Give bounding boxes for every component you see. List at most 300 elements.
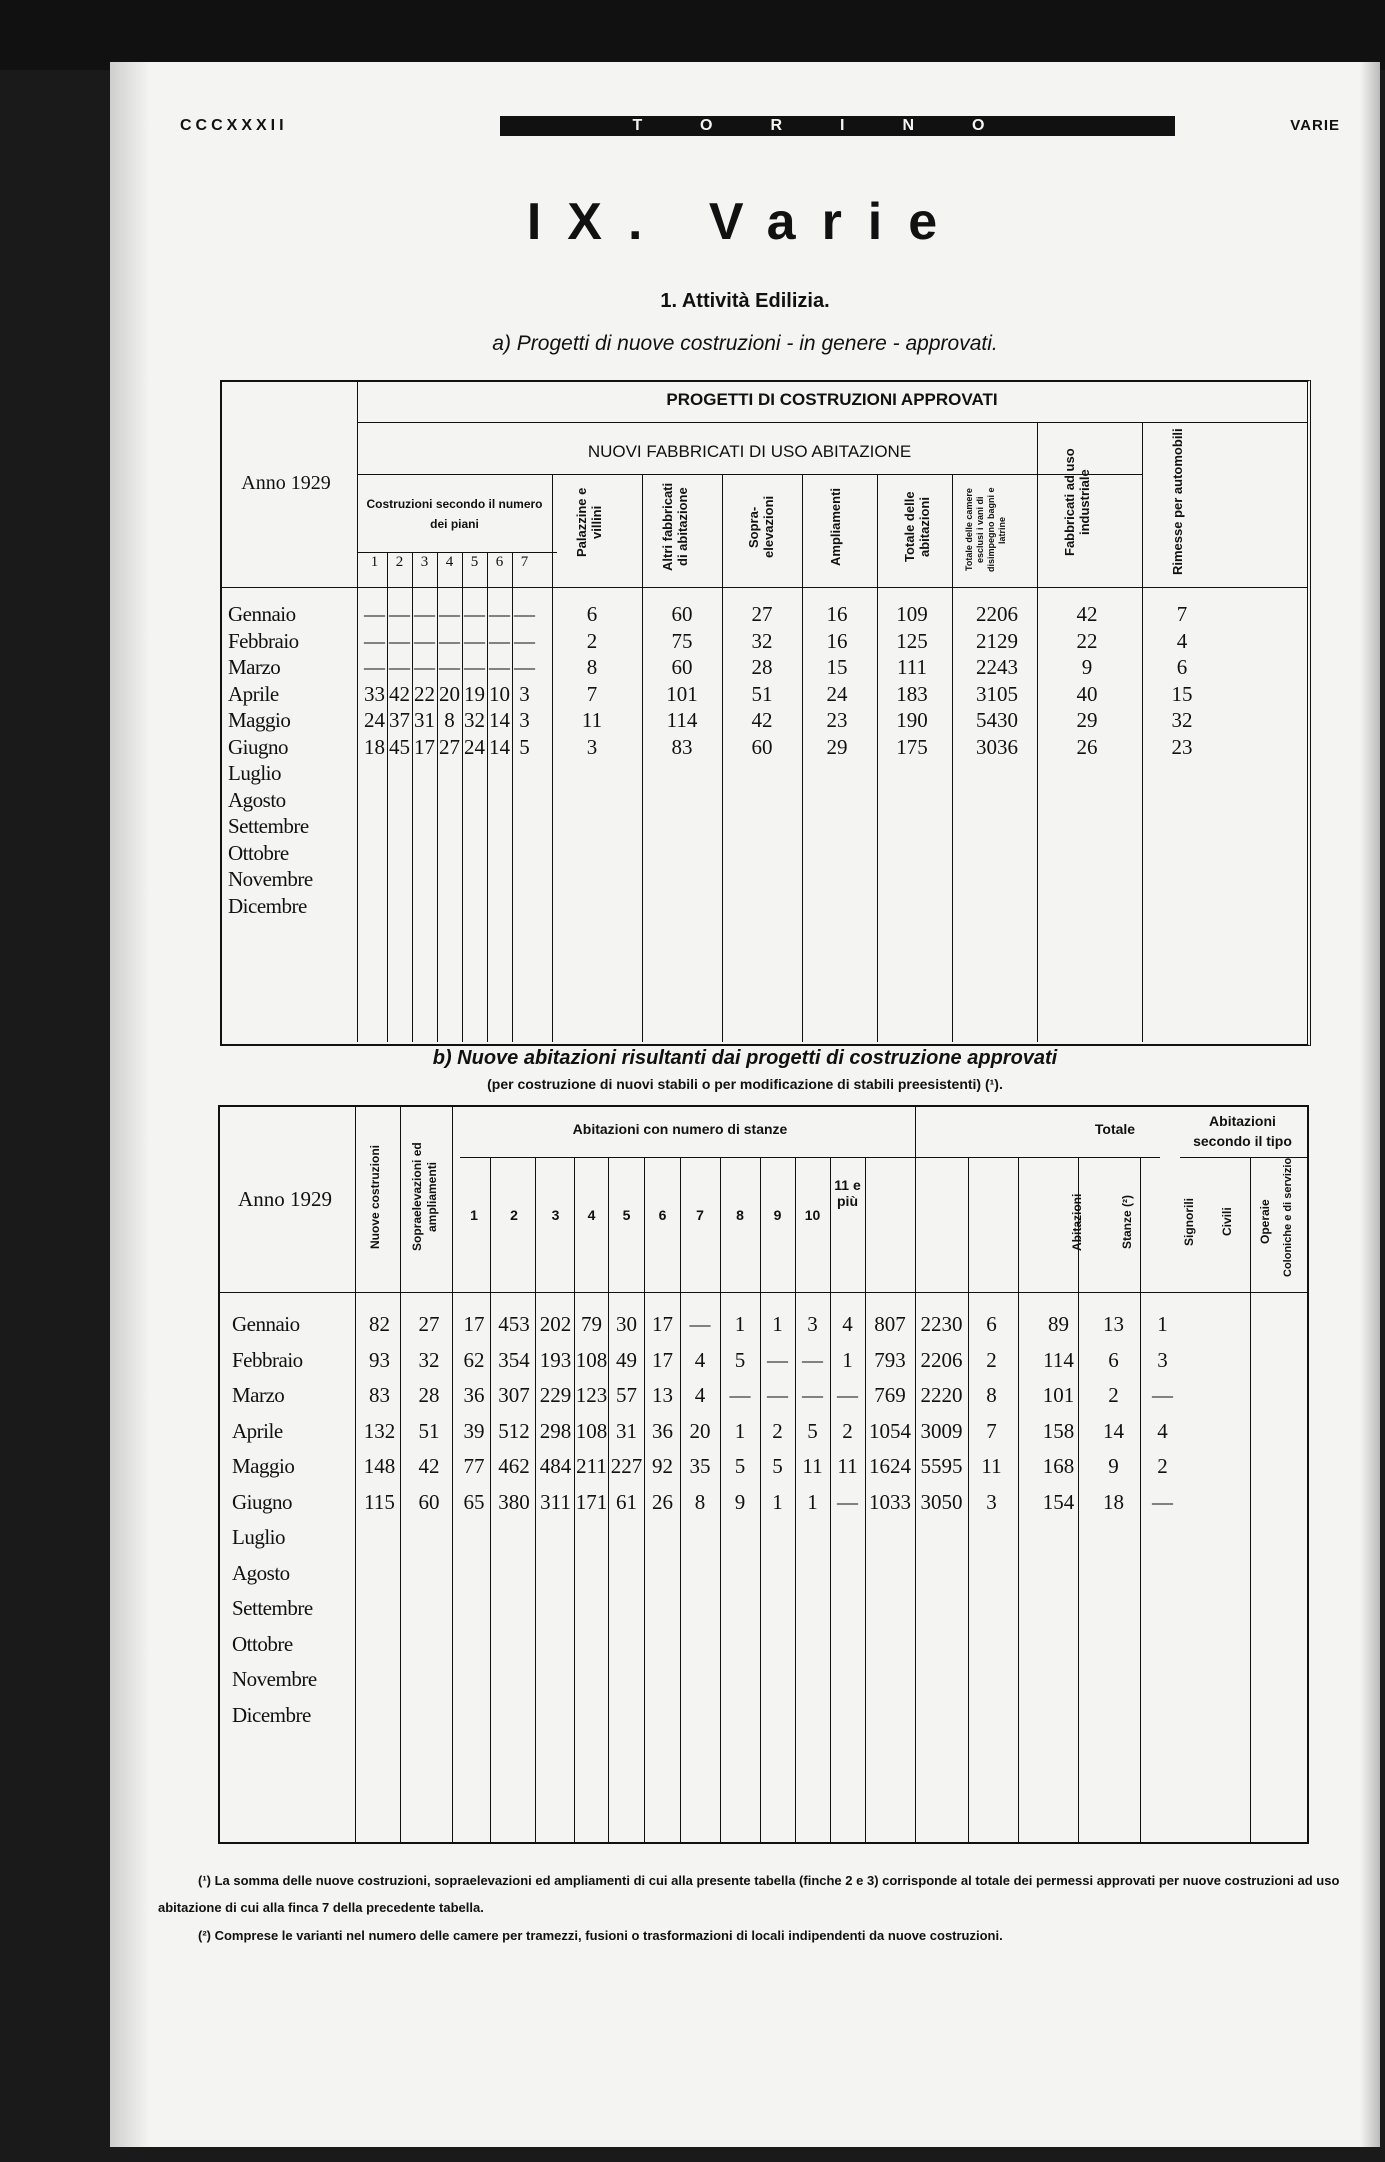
table-b-cell: 307: [498, 1383, 530, 1407]
table-b-cell: 1054: [869, 1418, 911, 1443]
grid-line: [802, 474, 803, 1042]
col-totale-camere: Totale delle camere esclusi i vani di disimpegno bagni e latrine: [964, 487, 1007, 573]
table-a-cell: 183: [896, 681, 928, 706]
month-label: Luglio: [228, 761, 281, 785]
table-b-cell: 211: [576, 1454, 607, 1478]
table-a-cell: 11: [581, 708, 603, 732]
table-b-cell: 13: [652, 1383, 673, 1407]
table-b-cell: 57: [616, 1383, 637, 1407]
table-a: [220, 380, 1311, 1046]
table-a-cell: 3105: [976, 681, 1018, 706]
table-b-cell: 8: [986, 1383, 997, 1407]
table-a-cell: 16: [826, 602, 848, 626]
month-label: Novembre: [228, 867, 313, 891]
floor-cell: 19: [464, 681, 485, 706]
table-b-cell: 108: [575, 1418, 608, 1443]
table-b-cell: 132: [363, 1418, 396, 1443]
table-a-cell: 29: [826, 734, 848, 759]
grid-line: [412, 552, 413, 1042]
floor-cell: —: [439, 628, 460, 653]
table-b-cell: —: [837, 1383, 858, 1407]
scan-border: [0, 0, 1385, 70]
floor-cell: 22: [414, 681, 435, 706]
type-header: Abitazioni secondo il tipo: [1193, 1113, 1292, 1149]
grid-line: [968, 1157, 969, 1842]
subsection-b-note: (per costruzione di nuovi stabili o per modificazione di stabili preesistenti) (¹).: [487, 1076, 1003, 1092]
table-b-cell: 298: [539, 1418, 572, 1443]
table-b-cell: —: [1152, 1383, 1173, 1407]
month-label: Aprile: [228, 681, 279, 706]
table-a-cell: 111: [897, 655, 927, 679]
table-b-cell: 2230: [920, 1312, 963, 1336]
month-label: Gennaio: [232, 1312, 300, 1336]
table-a-cell: 29: [1076, 708, 1098, 732]
table-a-cell: 60: [671, 602, 693, 626]
floor-cell: —: [464, 602, 485, 626]
table-b-cell: —: [767, 1383, 788, 1407]
grid-line: [452, 1107, 453, 1842]
month-label: Dicembre: [232, 1702, 311, 1727]
table-a-group-header: PROGETTI DI COSTRUZIONI APPROVATI: [666, 390, 998, 409]
floor-cell: —: [364, 602, 385, 626]
table-a-cell: 190: [896, 708, 928, 732]
table-a-cell: 27: [751, 602, 773, 626]
table-b-cell: 4: [694, 1347, 706, 1372]
table-b-cell: 4: [1157, 1418, 1168, 1443]
table-a-cell: 6: [1176, 655, 1188, 679]
table-b-cell: 89: [1048, 1312, 1069, 1336]
floor-cell: 10: [489, 681, 510, 706]
floor-cell: —: [514, 628, 535, 653]
table-a-cell: 32: [1171, 708, 1193, 732]
table-b-cell: 14: [1103, 1418, 1124, 1443]
table-a-cell: 4: [1176, 628, 1188, 653]
grid-line: [1250, 1157, 1251, 1842]
table-a-cell: 40: [1076, 681, 1098, 706]
table-b-cell: 9: [734, 1489, 746, 1514]
table-a-cell: 101: [666, 681, 698, 706]
table-a-cell: 7: [586, 681, 598, 706]
room-col-header: 1: [470, 1207, 478, 1223]
table-b-cell: 39: [463, 1418, 485, 1443]
month-label: Settembre: [228, 814, 309, 838]
floor-cell: —: [489, 602, 510, 626]
grid-line: [512, 552, 513, 1042]
grid-line: [574, 1157, 575, 1842]
month-label: Luglio: [232, 1525, 285, 1549]
col-operaie: Operaie: [1258, 1199, 1272, 1245]
table-a-cell: 60: [751, 734, 773, 759]
table-b-cell: 158: [1042, 1418, 1075, 1443]
table-a-cell: 51: [751, 681, 773, 706]
table-b-cell: 2: [1108, 1383, 1119, 1407]
floor-cell: —: [414, 655, 435, 679]
table-b-cell: 8: [694, 1489, 706, 1514]
col-rimesse: Rimesse per automobili: [1170, 428, 1185, 576]
col-fabbricati-industriale: Fabbricati ad uso industriale: [1062, 448, 1092, 556]
table-b-cell: 18: [1103, 1489, 1124, 1514]
table-b-cell: 36: [463, 1383, 485, 1407]
table-b-cell: 2: [842, 1418, 853, 1443]
floor-cell: 8: [444, 708, 455, 732]
month-label: Novembre: [232, 1667, 317, 1691]
table-b-cell: 115: [364, 1489, 395, 1514]
room-col-header: 11 e più: [834, 1177, 861, 1209]
table-b-cell: 7: [986, 1418, 997, 1443]
floor-cell: 42: [389, 681, 410, 706]
floor-cell: —: [389, 628, 410, 653]
table-b-cell: 114: [1043, 1347, 1074, 1372]
table-b-cell: 6: [986, 1312, 997, 1336]
running-head: [180, 112, 1340, 142]
table-a-cell: 22: [1076, 628, 1098, 653]
table-b-cell: 5: [734, 1347, 746, 1372]
subsection-b-title: b) Nuove abitazioni risultanti dai progetti di costruzione approvati: [432, 1047, 1058, 1069]
floor-cell: —: [489, 628, 510, 653]
table-a-cell: 6: [586, 602, 598, 626]
floor-col-header: 6: [495, 554, 504, 570]
floor-col-header: 7: [520, 554, 529, 570]
month-label: Maggio: [232, 1454, 295, 1478]
floor-cell: —: [464, 628, 485, 653]
grid-line: [795, 1157, 796, 1842]
floor-col-header: 2: [395, 554, 404, 570]
floor-cell: 31: [414, 708, 435, 732]
table-b-cell: —: [837, 1489, 858, 1514]
table-a-cell: 42: [751, 708, 773, 732]
floor-cell: —: [364, 628, 385, 653]
month-label: Ottobre: [228, 840, 289, 865]
table-b-cell: 5: [772, 1454, 783, 1478]
room-col-header: 2: [510, 1207, 518, 1223]
section-name: VARIE: [1290, 117, 1340, 134]
table-a-cell: 16: [826, 628, 848, 653]
table-b-cell: 65: [463, 1489, 485, 1514]
month-label: Agosto: [232, 1560, 290, 1585]
grid-line: [760, 1157, 761, 1842]
floor-col-header: 3: [420, 554, 429, 570]
col-altri: Altri fabbricati di abitazione: [660, 482, 690, 572]
grid-line: [437, 552, 438, 1042]
grid-line: [722, 474, 723, 1042]
table-a-cell: 24: [826, 681, 848, 706]
table-b-cell: 1624: [869, 1454, 911, 1478]
table-a-cell: 2243: [976, 655, 1018, 679]
table-b-cell: 60: [418, 1489, 440, 1514]
table-a-cell: 9: [1081, 655, 1093, 679]
grid-line: [357, 382, 358, 1042]
table-b-cell: 1: [772, 1312, 783, 1336]
table-b-cell: —: [802, 1347, 823, 1372]
footnote-1: (¹) La somma delle nuove costruzioni, sopraelevazioni ed ampliamenti di cui alla presente tabella (finche 2 e 3) corrisponde al totale dei permessi approvati per nuove costruzioni ad uso abitazione di cui alla finca 7 della precedente tabella.: [158, 1873, 1340, 1915]
table-a-cell: 8: [586, 655, 598, 679]
table-b-cell: 61: [616, 1489, 637, 1514]
room-col-header: 5: [622, 1207, 631, 1223]
table-b-cell: 42: [418, 1454, 440, 1478]
table-b-cell: 484: [539, 1454, 572, 1478]
floor-cell: 24: [464, 734, 485, 759]
month-label: Febbraio: [228, 628, 299, 653]
page-edge: [1360, 62, 1380, 2147]
room-col-header: 8: [736, 1207, 744, 1223]
grid-line: [487, 552, 488, 1042]
table-b-cell: 2220: [920, 1383, 963, 1407]
table-b-cell: 11: [802, 1454, 823, 1478]
room-col-header: 9: [773, 1207, 782, 1223]
month-label: Aprile: [232, 1418, 283, 1443]
table-b-cell: 2: [986, 1347, 997, 1372]
table-a-cell: 2206: [976, 602, 1018, 626]
table-a-cell: 83: [671, 734, 693, 759]
table-a-cell: 23: [826, 708, 848, 732]
table-b-cell: 5: [807, 1418, 818, 1443]
chapter-title: IX. Varie: [526, 193, 964, 251]
grid-line: [642, 474, 643, 1042]
table-b-cell: 9: [1108, 1454, 1119, 1478]
table-b-cell: 35: [689, 1454, 711, 1478]
floor-cell: 37: [389, 708, 410, 732]
room-col-header: 7: [696, 1207, 704, 1223]
col-totale-abitazioni: Totale delle abitazioni: [902, 491, 932, 563]
table-a-cell: 7: [1176, 602, 1188, 626]
floor-cell: —: [439, 655, 460, 679]
page-number: CCCXXXII: [180, 117, 288, 134]
table-a-cell: 42: [1076, 602, 1098, 626]
room-col-header: 4: [587, 1207, 596, 1223]
table-b-cell: 28: [418, 1383, 440, 1407]
table-a-cell: 125: [896, 628, 928, 653]
table-b-cell: —: [1152, 1489, 1173, 1514]
floor-cell: 17: [414, 734, 435, 759]
floor-cell: 14: [489, 734, 510, 759]
grid-line: [865, 1157, 866, 1842]
grid-line: [490, 1157, 491, 1842]
floor-cell: 27: [439, 734, 460, 759]
grid-line: [462, 552, 463, 1042]
grid-line: [552, 474, 553, 1042]
floor-cell: 45: [389, 734, 410, 759]
grid-line: [1037, 422, 1038, 1042]
table-b-cell: 83: [369, 1383, 390, 1407]
table-b: [218, 1105, 1309, 1844]
table-b-cell: 32: [418, 1347, 440, 1372]
floor-cell: —: [464, 655, 485, 679]
table-b-cell: 168: [1042, 1454, 1075, 1478]
grid-line: [720, 1157, 721, 1842]
floor-cell: —: [414, 602, 435, 626]
table-a-cell: 75: [671, 628, 693, 653]
subsection-b: [110, 1047, 1380, 1092]
table-a-cell: 5430: [976, 708, 1018, 732]
col-signorili: Signorili: [1182, 1198, 1196, 1246]
grid-line: [915, 1107, 916, 1842]
table-a-cell: 114: [666, 708, 698, 732]
col-ampliamenti: Ampliamenti: [828, 488, 843, 567]
grid-line: [1018, 1157, 1019, 1842]
floor-cell: —: [489, 655, 510, 679]
table-b-cell: 49: [616, 1347, 637, 1372]
table-b-cell: 93: [369, 1347, 390, 1372]
table-b-cell: 27: [418, 1312, 440, 1336]
floor-cell: 5: [519, 734, 530, 759]
table-b-cell: 13: [1103, 1312, 1124, 1336]
col-civili: Civili: [1220, 1207, 1234, 1237]
table-b-cell: 6: [1108, 1347, 1119, 1372]
month-label: Marzo: [232, 1383, 285, 1407]
floor-cell: 24: [364, 708, 385, 732]
table-b-cell: 26: [652, 1489, 673, 1514]
table-b-cell: 62: [463, 1347, 485, 1372]
floor-cell: —: [364, 655, 385, 679]
table-a-floors-header: Costruzioni secondo il numero dei piani: [366, 497, 543, 531]
table-a-cell: 3: [586, 734, 598, 759]
table-b-cell: 311: [540, 1489, 571, 1514]
table-b-cell: 1033: [869, 1489, 911, 1514]
table-b-cell: 17: [652, 1347, 673, 1372]
rooms-header: Abitazioni con numero di stanze: [572, 1121, 788, 1137]
grid-line: [608, 1157, 609, 1842]
table-b-cell: 2: [772, 1418, 783, 1443]
floor-cell: —: [439, 602, 460, 626]
room-col-header: 3: [551, 1207, 560, 1223]
col-nuove-costruzioni: Nuove costruzioni: [368, 1145, 382, 1250]
table-b-cell: 17: [463, 1312, 485, 1336]
grid-line: [1140, 1157, 1141, 1842]
col-stanze: Stanze (²): [1120, 1195, 1134, 1249]
table-b-cell: 769: [874, 1383, 906, 1407]
table-b-cell: 82: [369, 1312, 390, 1336]
table-b-cell: —: [689, 1312, 711, 1336]
grid-line: [680, 1157, 681, 1842]
table-a-cell: 2: [586, 628, 598, 653]
table-b-cell: 807: [874, 1312, 906, 1336]
table-a-cell: 175: [896, 734, 928, 759]
grid-line: [400, 1107, 401, 1842]
month-label: Dicembre: [228, 893, 307, 918]
table-b-cell: 229: [539, 1383, 572, 1407]
table-b-cell: 101: [1042, 1383, 1075, 1407]
table-b-cell: 354: [498, 1347, 530, 1372]
table-b-cell: 453: [498, 1312, 530, 1336]
footnote-2: (²) Comprese le varianti nel numero delle camere per tramezzi, fusioni o trasformazioni di locali indipendenti da nuove costruzioni.: [198, 1928, 1003, 1943]
room-col-header: 6: [658, 1207, 667, 1223]
month-label: Giugno: [232, 1489, 292, 1514]
subsection-a-title: a) Progetti di nuove costruzioni - in genere - approvati.: [492, 332, 998, 355]
grid-line: [830, 1157, 831, 1842]
table-b-cell: 3050: [920, 1489, 963, 1514]
floor-cell: 3: [519, 708, 530, 732]
grid-line: [1078, 1157, 1079, 1842]
table-b-cell: 1: [807, 1489, 818, 1514]
table-a-sub-header: NUOVI FABBRICATI DI USO ABITAZIONE: [587, 442, 912, 461]
col-palazzine: Palazzine e villini: [574, 487, 604, 557]
floor-cell: —: [389, 655, 410, 679]
total-header: Totale: [1094, 1121, 1136, 1137]
col-abitazioni: Abitazioni: [1070, 1193, 1084, 1251]
table-b-cell: 148: [363, 1454, 396, 1478]
floor-cell: 33: [364, 681, 385, 706]
month-label: Marzo: [228, 655, 281, 679]
document-page: [110, 62, 1380, 2147]
floor-cell: 3: [519, 681, 530, 706]
grid-line: [355, 1107, 356, 1842]
table-b-cell: 3: [807, 1312, 818, 1336]
floor-cell: —: [389, 602, 410, 626]
table-b-cell: 793: [874, 1347, 906, 1372]
floor-cell: —: [414, 628, 435, 653]
col-coloniche: Coloniche e di servizio: [1282, 1157, 1294, 1277]
table-b-cell: —: [802, 1383, 823, 1407]
table-b-cell: 193: [539, 1347, 572, 1372]
table-b-cell: 1: [734, 1312, 746, 1336]
table-a-cell: 32: [751, 628, 773, 653]
table-b-cell: 20: [689, 1418, 711, 1443]
table-b-cell: 380: [498, 1489, 530, 1514]
table-b-cell: 4: [842, 1312, 853, 1336]
grid-line: [877, 474, 878, 1042]
table-a-cell: 15: [826, 655, 848, 679]
table-a-cell: 28: [751, 655, 773, 679]
month-label: Febbraio: [232, 1347, 303, 1372]
table-b-cell: 3: [1157, 1347, 1168, 1372]
table-a-cell: 3036: [976, 734, 1018, 759]
city-banner: TORINO: [500, 116, 1175, 136]
room-col-header: 10: [804, 1207, 821, 1223]
floor-col-header: 1: [370, 554, 379, 570]
table-b-cell: 1: [734, 1418, 746, 1443]
table-a-year: Anno 1929: [241, 472, 331, 494]
table-b-cell: 5595: [920, 1454, 963, 1478]
grid-line: [1142, 422, 1143, 1042]
month-label: Agosto: [228, 787, 286, 812]
table-a-cell: 15: [1171, 681, 1193, 706]
month-label: Settembre: [232, 1596, 313, 1620]
section-title: 1. Attività Edilizia.: [660, 290, 830, 312]
grid-line: [535, 1157, 536, 1842]
table-a-cell: 109: [896, 602, 928, 626]
table-a-cell: 2129: [976, 628, 1018, 653]
table-b-cell: 77: [463, 1454, 485, 1478]
table-b-cell: 108: [575, 1347, 608, 1372]
month-label: Ottobre: [232, 1631, 293, 1656]
table-b-cell: 4: [694, 1383, 706, 1407]
table-b-cell: 30: [616, 1312, 637, 1336]
table-b-cell: 1: [842, 1347, 853, 1372]
table-b-cell: 31: [616, 1418, 637, 1443]
table-b-cell: 227: [610, 1454, 643, 1478]
table-b-cell: —: [729, 1383, 751, 1407]
table-b-cell: 79: [581, 1312, 602, 1336]
page-shadow: [110, 62, 150, 2147]
table-b-cell: 36: [652, 1418, 673, 1443]
floor-cell: 20: [439, 681, 460, 706]
table-b-cell: 1: [1157, 1312, 1168, 1336]
col-sopraelevazioni: Sopra-elevazioni: [746, 495, 776, 559]
table-b-cell: 123: [575, 1383, 608, 1407]
table-a-cell: 26: [1076, 734, 1098, 759]
table-b-cell: 11: [981, 1454, 1002, 1478]
table-b-cell: 51: [418, 1418, 440, 1443]
floor-cell: 32: [464, 708, 485, 732]
col-sopraelevazioni-ampliamenti: Sopraelevazioni ed ampliamenti: [410, 1142, 439, 1252]
floor-cell: 14: [489, 708, 510, 732]
table-b-cell: 202: [539, 1312, 572, 1336]
floor-col-header: 5: [470, 554, 479, 570]
floor-col-header: 4: [445, 554, 454, 570]
floor-cell: —: [514, 655, 535, 679]
grid-line: [387, 552, 388, 1042]
table-b-cell: 92: [652, 1454, 673, 1478]
